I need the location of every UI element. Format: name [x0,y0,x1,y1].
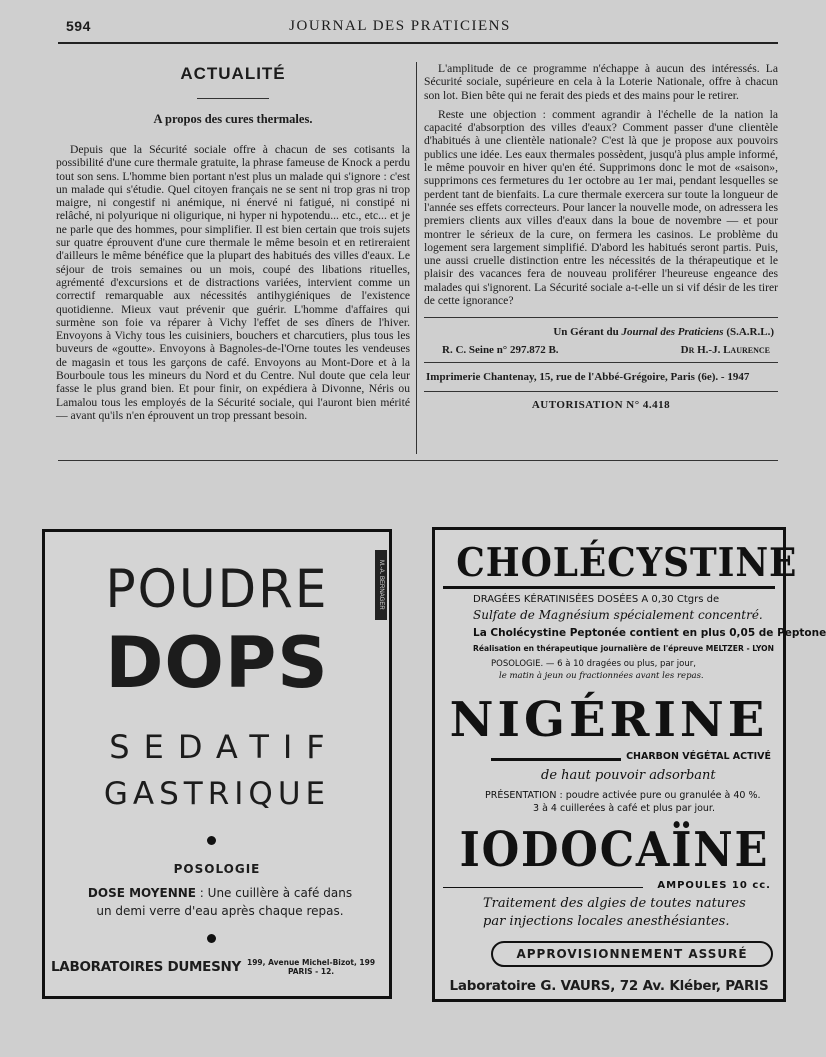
chol-line-1: DRAGÉES KÉRATINISÉES DOSÉES A 0,30 Ctgrs de [473,594,720,605]
nigerine-subtitle: CHARBON VÉGÉTAL ACTIVÉ [626,751,771,762]
chol-line-2: Sulfate de Magnésium spécialement concentré. [473,608,763,622]
section-title: ACTUALITÉ [180,64,286,83]
article-bottom-rule [58,460,778,461]
separator-rule [491,758,621,761]
lab-name: LABORATOIRES DUMESNY [51,959,241,975]
laboratoire-address: Laboratoire G. VAURS, 72 Av. Kléber, PARIS [449,978,769,994]
iodocaine-line-2: par injections locales anesthésiantes. [483,914,730,929]
chol-line-3: La Cholécystine Peptonée contient en plus 0,05 de Peptone [473,627,826,639]
article-title: A propos des cures thermales. [153,112,313,126]
title-rule [197,98,269,99]
lab-address [247,958,375,976]
separator-rule [443,887,643,888]
lab-address-city: PARIS - 12. [287,967,335,976]
dose-text: : Une cuillère à café dans [195,886,353,900]
nigerine-title: NIGÉRINE [449,692,769,748]
posologie-heading: POSOLOGIE [173,862,261,876]
column-divider [416,62,417,454]
chol-posologie-1: POSOLOGIE. — 6 à 10 dragées ou plus, par jour, [491,659,696,669]
iodocaine-line-1: Traitement des algies de toutes natures [483,896,746,911]
director-name: Dr H.-J. Laurence [680,344,770,357]
chol-line-4: Réalisation en thérapeutique journalière de l'épreuve MELTZER - LYON [473,644,774,653]
dose-line-2: un demi verre d'eau après chaque repas. [96,904,344,918]
article-right-column [424,62,778,411]
dops-brand: DOPS [105,622,329,704]
page-number: 594 [66,18,91,34]
lab-address-line: 199, Avenue Michel-Bizot, 199 [246,958,376,967]
dops-gastrique: GASTRIQUE [103,776,331,812]
cholecystine-title: CHOLÉCYSTINE [456,540,798,586]
dops-poudre: POUDRE [105,558,329,620]
bullet-dot [207,934,216,943]
nigerine-italic: de haut pouvoir adsorbant [541,768,716,783]
advertisement-poudre-dops [42,529,392,999]
dose-label: DOSE MOYENNE [87,886,196,900]
approvisionnement-badge: APPROVISIONNEMENT ASSURÉ [491,941,773,967]
separator-rule [443,586,775,589]
journal-title: JOURNAL DES PRATICIENS [289,18,511,34]
gerant-suffix: (S.A.R.L.) [723,326,774,339]
gerant-line [424,318,778,342]
imprint-block [424,317,778,411]
article-left-column [56,60,410,428]
dops-footer [51,958,385,976]
nigerine-presentation-2: 3 à 4 cuillerées à café et plus par jour. [533,803,715,814]
gerant-prefix: Un Gérant du [553,326,622,339]
article-paragraph: Reste une objection : comment agrandir à l'échelle de la nation la capacité d'absorption des villes d'eaux? Comment passer d'une clientèle d'habitués à une clientèle nationale? C'est là que je propose aux pouvoirs publics une idée. Les eaux thermales possèdent, jusqu'à plus ample informé, le même pouvoir en hiver qu'en été. Supprimons donc le mot de «saison», supprimons ces fermetures du 1er octobre au 1er mai, pendant lesquelles se perdent tant de bienfaits. La cure thermale exercera sur toute la longueur de l'année ses effets correcteurs. Pour lancer la nouvelle mode, on adressera les premiers clients aux villes d'eaux dans la boue de novembre — et pour montrer le sérieux de la cure, on fermera les casinos. Le problème du logement sera largement simplifié. D'abord les habitués seront partis. Puis, une aussi cruelle distinction entre les nécessités de la thérapeutique et le plaisir des vacances fera de nouveau proliférer l'heureuse engeance des malades qui s'ignorent. La Sécurité sociale a-t-elle un si vif désir de les tirer de cette ignorance? [424,107,778,308]
dose-line [65,886,375,900]
chol-posologie-2: le matin à jeun ou fractionnées avant les repas. [499,671,704,681]
advertiser-tag: M.-A. BERNAGER [375,550,387,620]
iodocaine-title: IODOCAÏNE [459,822,770,878]
iodocaine-subtitle: AMPOULES 10 cc. [657,880,771,891]
ad-inner-frame [443,536,826,994]
rc-row [424,342,778,362]
nigerine-presentation-1: PRÉSENTATION : poudre activée pure ou granulée à 40 %. [485,790,761,801]
printer-line: Imprimerie Chantenay, 15, rue de l'Abbé-Grégoire, Paris (6e). - 1947 [426,371,750,384]
authorization-number: AUTORISATION N° 4.418 [531,399,671,412]
article-paragraph: Depuis que la Sécurité sociale offre à chacun de ses cotisants la possibilité d'une cure thermale gratuite, la phrase fameuse de Knock a perdu tout son sens. L'homme bien portant n'est plus un malade qui s'ignore : c'est un malade qui s'étudie. Quel citoyen français ne se sent ni trop gras ni trop maigre, ni congestif ni anémique, ni énervé ni fatigué, ni constipé ni relâché, ni polyurique ni oligurique, ni hyper ni hypotendu... etc., etc... et je ne parle que des hommes, pour simplifier. Il est bien certain que trois sujets sur quatre éprouvent d'une cure thermale le même besoin et en retireraient d'ailleurs le même bénéfice que la plupart des habitués des villes d'eaux. Le séjour de trois semaines ou un mois, coupé des libations rituelles, agrémenté d'excursions et de distractions variées, intervient comme un correctif remarquable aux nécessités antihygiéniques de l'existence quotidienne. Mieux vaut prévenir que guérir. L'homme d'affaires qui surmène son foie va réparer à Vichy l'effet de ses dîners de l'hiver. Envoyons à Vichy tous les cuisiniers, bouchers et charcutiers, plus tous les buveurs de «goutte». Envoyons à Bagnoles-de-l'Orne toutes les vendeuses de magasin et tous les garçons de café. Envoyons au Mont-Dore et à la Bourboule tous les mineurs du Nord et du Centre. Nul doute que cela leur fasse le plus grand bien. Et pour finir, on expédiera à Divonne, Néris ou Lamalou tous les employés de la Sécurité sociale, qui l'auront bien mérité — avant qu'ils n'en éprouvent un trop pressant besoin. [56,143,410,422]
rc-number: R. C. Seine n° 297.872 B. [442,344,559,357]
advertisement-laboratoire-vaurs [432,527,826,1002]
header-rule [58,42,778,44]
article-paragraph: L'amplitude de ce programme n'échappe à aucun des intéressés. La Sécurité sociale, supérieure en cela à la Loterie Nationale, offre à chacun son lot. Bien bête qui ne ferait des pieds et des mains pour le retirer. [424,62,778,102]
gerant-journal: Journal des Praticiens [621,326,724,339]
dops-sedatif: SEDATIF [109,728,339,766]
bullet-dot [207,836,216,845]
